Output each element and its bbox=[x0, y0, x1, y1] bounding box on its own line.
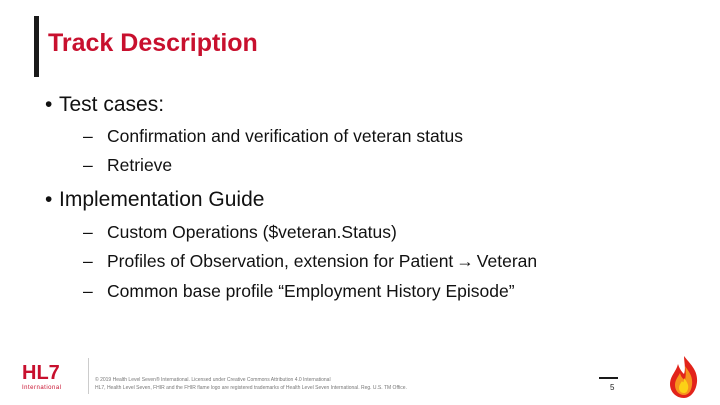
sub-item-text: Common base profile “Employment History Episode” bbox=[107, 281, 515, 301]
bullet-implementation-guide bbox=[45, 189, 264, 210]
bullet-glyph: • bbox=[45, 93, 53, 116]
footer-divider bbox=[88, 358, 89, 394]
bullet-glyph: • bbox=[45, 188, 53, 211]
sub-item-text: Confirmation and verification of veteran status bbox=[107, 126, 464, 146]
bullet-text: Implementation Guide bbox=[59, 188, 265, 211]
sub-item-retrieve bbox=[83, 157, 172, 175]
hl7-logo: HL7 bbox=[22, 362, 60, 384]
dash-glyph: – bbox=[83, 155, 93, 175]
dash-glyph: – bbox=[83, 126, 93, 146]
page-number-rule bbox=[599, 377, 618, 379]
sub-item-profiles bbox=[83, 253, 537, 271]
dash-glyph: – bbox=[83, 251, 93, 271]
bullet-text: Test cases: bbox=[59, 93, 165, 116]
sub-item-common-base-profile bbox=[83, 283, 515, 301]
copyright-line-2: HL7, Health Level Seven, FHIR and the FHIR flame logo are registered trademarks of Health Level Seven International. Reg. U.S. TM Office. bbox=[95, 385, 407, 391]
sub-item-text: Custom Operations ($veteran.Status) bbox=[107, 222, 397, 242]
fhir-flame-icon bbox=[664, 354, 704, 400]
page-number: 5 bbox=[610, 383, 615, 392]
arrow-right-icon: → bbox=[456, 251, 474, 271]
slide-title: Track Description bbox=[48, 29, 258, 57]
hl7-logo-subtext: International bbox=[22, 385, 62, 391]
dash-glyph: – bbox=[83, 281, 93, 301]
sub-item-text: Retrieve bbox=[107, 155, 173, 175]
copyright-line-1: © 2019 Health Level Seven® International. Licensed under Creative Commons Attribution 4.0 International bbox=[95, 377, 331, 383]
sub-item-custom-operations bbox=[83, 224, 397, 242]
bullet-test-cases bbox=[45, 94, 164, 115]
title-accent-bar bbox=[34, 16, 39, 77]
dash-glyph: – bbox=[83, 222, 93, 242]
arrow-target-text: Veteran bbox=[476, 251, 538, 271]
sub-item-confirmation bbox=[83, 128, 463, 146]
sub-item-text: Profiles of Observation, extension for Patient bbox=[107, 251, 454, 271]
